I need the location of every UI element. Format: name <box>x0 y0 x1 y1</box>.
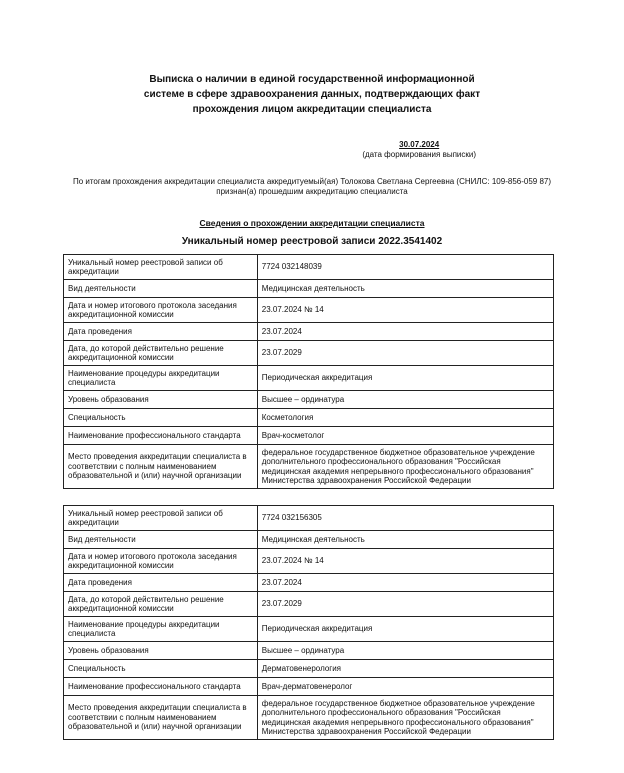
issue-date-caption: (дата формирования выписки) <box>362 150 476 159</box>
intro-line: По итогам прохождения аккредитации специалиста аккредитуемый(ая) Толокова Светлана Сергеевна (СНИЛС: 109-856-059 87) <box>72 177 552 186</box>
table-row <box>64 323 554 341</box>
table-row <box>64 549 554 574</box>
row-value: 23.07.2029 <box>257 592 553 617</box>
table-row <box>64 445 554 489</box>
row-key: Дата, до которой действительно решение аккредитационной комиссии <box>64 341 258 366</box>
row-key: Наименование профессионального стандарта <box>64 427 258 445</box>
table-row <box>64 341 554 366</box>
row-value: 23.07.2024 № 14 <box>257 549 553 574</box>
registry-title: Уникальный номер реестровой записи 2022.3541402 <box>181 236 443 247</box>
table-row <box>64 298 554 323</box>
row-value: 23.07.2024 № 14 <box>257 298 553 323</box>
title-line: прохождения лицом аккредитации специалиста <box>192 104 432 115</box>
table-row <box>64 409 554 427</box>
row-value: 7724 032156305 <box>257 506 553 531</box>
row-value: Косметология <box>257 409 553 427</box>
row-value: федеральное государственное бюджетное образовательное учреждение дополнительного профессионального образования "Российская медицинская академия непрерывного профессионального образования" Министерства здравоохранения Российской Федерации <box>257 696 553 740</box>
title-line: Выписка о наличии в единой государственной информационной <box>149 74 475 85</box>
row-key: Уровень образования <box>64 391 258 409</box>
table-row <box>64 506 554 531</box>
accreditation-table-1 <box>63 254 554 489</box>
row-value: Медицинская деятельность <box>257 280 553 298</box>
row-value: 23.07.2024 <box>257 323 553 341</box>
table-row <box>64 366 554 391</box>
row-key: Уникальный номер реестровой записи об аккредитации <box>64 255 258 280</box>
table-row <box>64 696 554 740</box>
row-key: Дата, до которой действительно решение аккредитационной комиссии <box>64 592 258 617</box>
row-value: 23.07.2024 <box>257 574 553 592</box>
row-value: Врач-косметолог <box>257 427 553 445</box>
table-row <box>64 617 554 642</box>
row-key: Специальность <box>64 660 258 678</box>
document-title <box>120 72 504 117</box>
row-value: Врач-дерматовенеролог <box>257 678 553 696</box>
row-key: Место проведения аккредитации специалиста в соответствии с полным наименованием образовательной и (или) научной организации <box>64 696 258 740</box>
table-row <box>64 391 554 409</box>
table-row <box>64 660 554 678</box>
section-heading: Сведения о прохождении аккредитации специалиста <box>199 218 425 228</box>
row-key: Уникальный номер реестровой записи об аккредитации <box>64 506 258 531</box>
row-value: Периодическая аккредитация <box>257 617 553 642</box>
table-row <box>64 280 554 298</box>
row-key: Дата и номер итогового протокола заседания аккредитационной комиссии <box>64 298 258 323</box>
row-key: Наименование профессионального стандарта <box>64 678 258 696</box>
accreditation-table-2 <box>63 505 554 740</box>
table-row <box>64 678 554 696</box>
row-value: федеральное государственное бюджетное образовательное учреждение дополнительного профессионального образования "Российская медицинская академия непрерывного профессионального образования" Министерства здравоохранения Российской Федерации <box>257 445 553 489</box>
table-row <box>64 427 554 445</box>
table-row <box>64 531 554 549</box>
row-value: Высшее – ординатура <box>257 391 553 409</box>
row-value: Высшее – ординатура <box>257 642 553 660</box>
table-row <box>64 255 554 280</box>
row-value: 7724 032148039 <box>257 255 553 280</box>
table-row <box>64 642 554 660</box>
row-key: Уровень образования <box>64 642 258 660</box>
row-key: Вид деятельности <box>64 280 258 298</box>
row-value: Дерматовенерология <box>257 660 553 678</box>
row-key: Наименование процедуры аккредитации специалиста <box>64 617 258 642</box>
table-row <box>64 574 554 592</box>
row-value: Медицинская деятельность <box>257 531 553 549</box>
row-key: Дата проведения <box>64 574 258 592</box>
row-value: 23.07.2029 <box>257 341 553 366</box>
intro-text <box>40 177 584 197</box>
row-key: Место проведения аккредитации специалиста в соответствии с полным наименованием образовательной и (или) научной организации <box>64 445 258 489</box>
row-value: Периодическая аккредитация <box>257 366 553 391</box>
table-row <box>64 592 554 617</box>
row-key: Специальность <box>64 409 258 427</box>
row-key: Дата проведения <box>64 323 258 341</box>
row-key: Наименование процедуры аккредитации специалиста <box>64 366 258 391</box>
issue-date-block <box>362 140 476 160</box>
row-key: Вид деятельности <box>64 531 258 549</box>
intro-line: признан(а) прошедшим аккредитацию специалиста <box>216 187 408 196</box>
issue-date: 30.07.2024 <box>399 140 440 149</box>
row-key: Дата и номер итогового протокола заседания аккредитационной комиссии <box>64 549 258 574</box>
title-line: системе в сфере здравоохранения данных, подтверждающих факт <box>143 89 481 100</box>
